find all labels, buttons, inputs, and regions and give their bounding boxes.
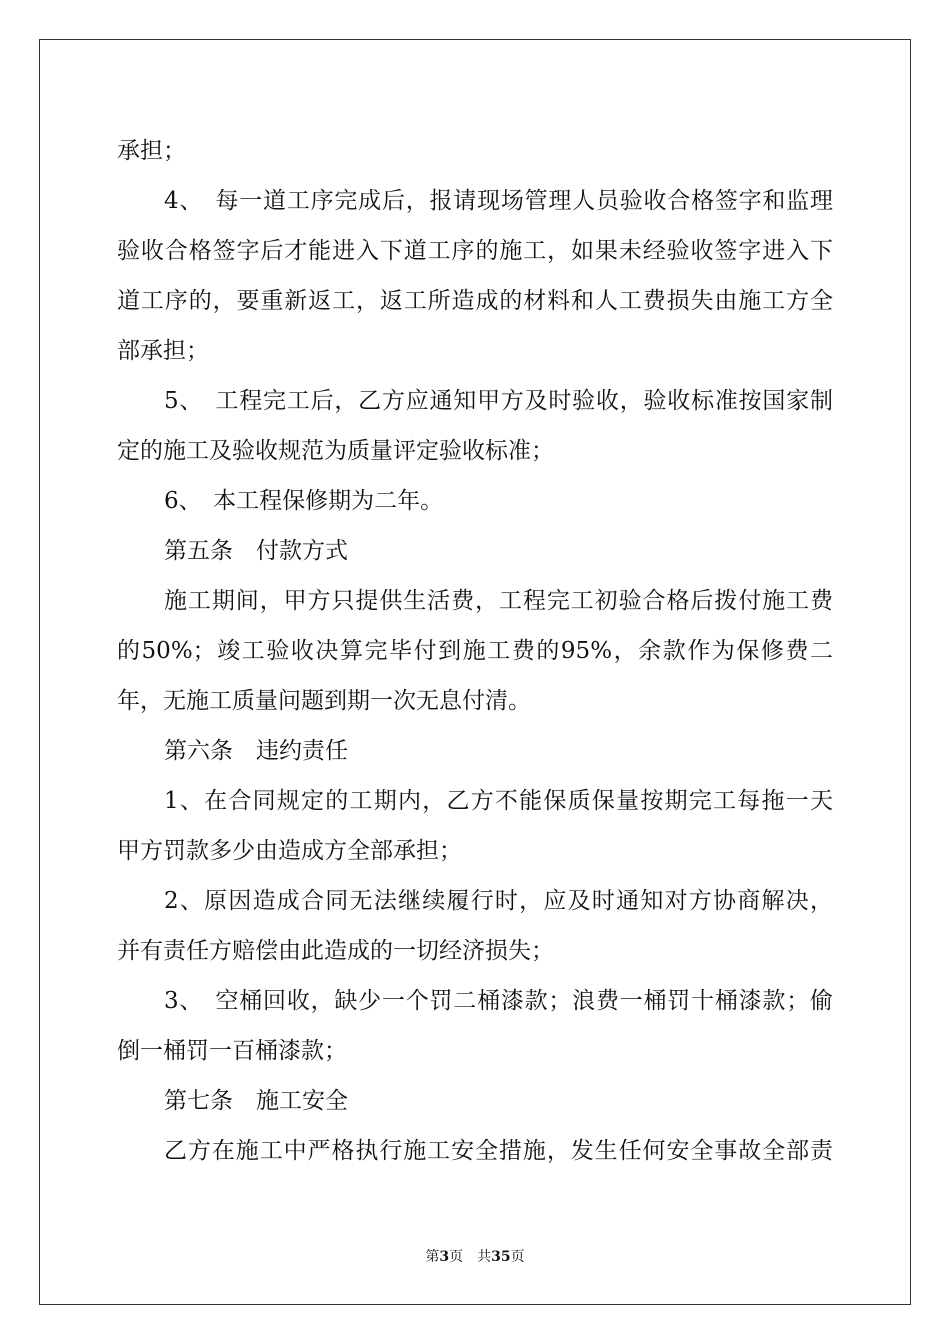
footer-suffix: 页: [510, 1249, 525, 1265]
text-line: 部承担；: [117, 338, 209, 364]
text-line: 的50%；竣工验收决算完毕付到施工费的95%，余款作为保修费二: [117, 638, 833, 664]
text-line: 验收合格签字后才能进入下道工序的施工，如果未经验收签字进入下: [117, 238, 833, 264]
text-line: 2、原因造成合同无法继续履行时，应及时通知对方协商解决，: [164, 888, 833, 914]
text-line: 5、 工程完工后，乙方应通知甲方及时验收，验收标准按国家制: [164, 388, 833, 414]
section-heading: 第六条 违约责任: [164, 738, 348, 764]
document-body: [117, 126, 833, 1176]
text-line: 乙方在施工中严格执行施工安全措施，发生任何安全事故全部责: [164, 1138, 833, 1164]
text-line: 甲方罚款多少由造成方全部承担；: [117, 838, 462, 864]
total-pages-number: 35: [491, 1249, 511, 1265]
section-heading: 第五条 付款方式: [164, 538, 348, 564]
footer-prefix: 第: [425, 1249, 440, 1265]
text-line: 3、 空桶回收，缺少一个罚二桶漆款；浪费一桶罚十桶漆款；偷: [164, 988, 833, 1014]
text-line: 并有责任方赔偿由此造成的一切经济损失；: [117, 938, 554, 964]
page-footer: [0, 1246, 950, 1266]
text-line: 承担；: [117, 138, 186, 164]
text-line: 6、 本工程保修期为二年。: [164, 488, 444, 514]
footer-middle: 页 共: [449, 1249, 492, 1265]
text-line: 倒一桶罚一百桶漆款；: [117, 1038, 347, 1064]
text-line: 1、在合同规定的工期内，乙方不能保质保量按期完工每拖一天: [164, 788, 833, 814]
text-line: 定的施工及验收规范为质量评定验收标准；: [117, 438, 554, 464]
text-line: 4、 每一道工序完成后，报请现场管理人员验收合格签字和监理: [164, 188, 833, 214]
text-line: 施工期间，甲方只提供生活费，工程完工初验合格后拨付施工费: [164, 588, 833, 614]
text-line: 年，无施工质量问题到期一次无息付清。: [117, 688, 531, 714]
current-page-number: 3: [439, 1249, 450, 1265]
text-line: 道工序的，要重新返工，返工所造成的材料和人工费损失由施工方全: [117, 288, 833, 314]
section-heading: 第七条 施工安全: [164, 1088, 348, 1114]
